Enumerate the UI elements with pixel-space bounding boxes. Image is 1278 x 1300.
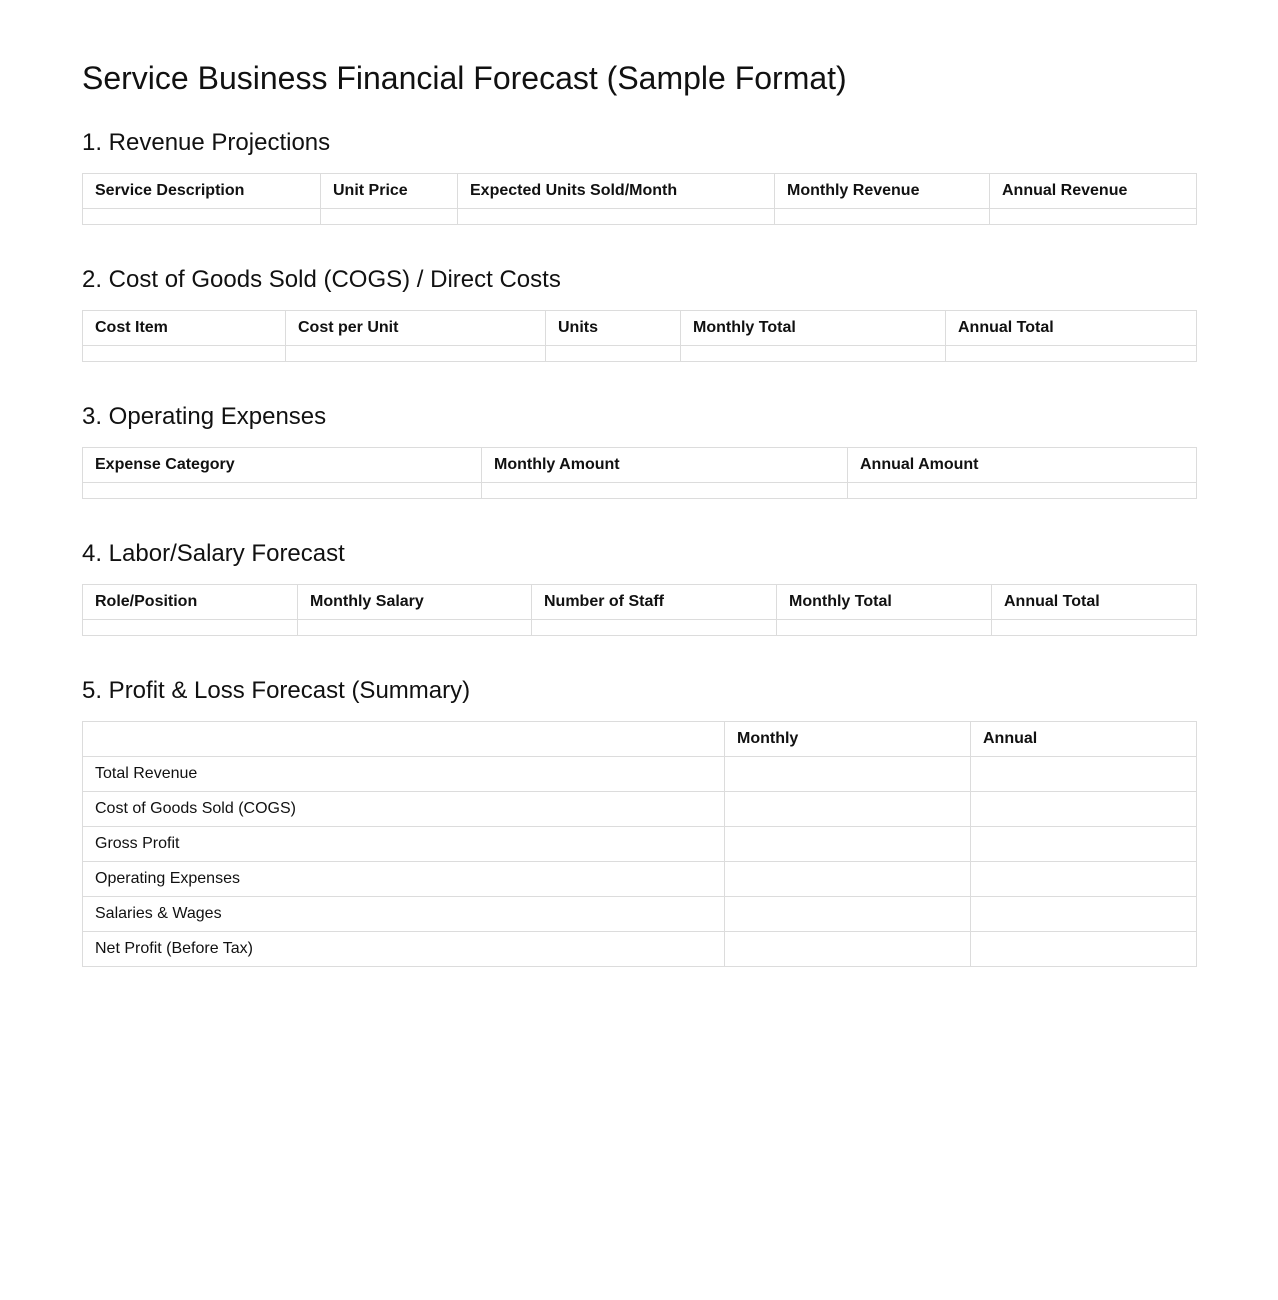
cogs-table	[82, 310, 1197, 362]
opex-header-annual-amount: Annual Amount	[848, 448, 1197, 483]
revenue-header-monthly-revenue: Monthly Revenue	[775, 174, 990, 209]
table-cell[interactable]	[777, 620, 992, 636]
table-cell[interactable]	[971, 827, 1197, 862]
labor-section-title: 4. Labor/Salary Forecast	[82, 540, 345, 567]
pl-table	[82, 721, 1197, 967]
pl-header-label	[83, 722, 725, 757]
table-row	[83, 346, 1197, 362]
opex-section-title: 3. Operating Expenses	[82, 403, 327, 430]
table-cell[interactable]	[775, 209, 990, 225]
table-cell[interactable]	[971, 757, 1197, 792]
labor-header-annual-total: Annual Total	[992, 585, 1197, 620]
pl-row-label-salaries-wages: Salaries & Wages	[83, 897, 725, 932]
table-row	[83, 483, 1197, 499]
table-cell[interactable]	[458, 209, 775, 225]
labor-header-role-position: Role/Position	[83, 585, 298, 620]
table-row	[83, 827, 1197, 862]
table-row	[83, 209, 1197, 225]
table-cell[interactable]	[971, 932, 1197, 967]
cogs-header-annual-total: Annual Total	[946, 311, 1197, 346]
pl-header-monthly: Monthly	[725, 722, 971, 757]
table-cell[interactable]	[992, 620, 1197, 636]
labor-header-monthly-salary: Monthly Salary	[298, 585, 532, 620]
cogs-header-cost-item: Cost Item	[83, 311, 286, 346]
opex-header-row	[83, 448, 1197, 483]
table-cell[interactable]	[725, 862, 971, 897]
cogs-header-cost-per-unit: Cost per Unit	[286, 311, 546, 346]
table-cell[interactable]	[83, 620, 298, 636]
table-cell[interactable]	[83, 209, 321, 225]
pl-header-row	[83, 722, 1197, 757]
labor-header-monthly-total: Monthly Total	[777, 585, 992, 620]
cogs-header-units: Units	[546, 311, 681, 346]
table-row	[83, 862, 1197, 897]
table-cell[interactable]	[725, 897, 971, 932]
table-cell[interactable]	[725, 827, 971, 862]
table-row	[83, 792, 1197, 827]
table-cell[interactable]	[971, 862, 1197, 897]
table-row	[83, 932, 1197, 967]
revenue-header-row	[83, 174, 1197, 209]
table-cell[interactable]	[482, 483, 848, 499]
pl-row-label-total-revenue: Total Revenue	[83, 757, 725, 792]
labor-header-row	[83, 585, 1197, 620]
cogs-header-monthly-total: Monthly Total	[681, 311, 946, 346]
revenue-section-title: 1. Revenue Projections	[82, 129, 331, 156]
pl-row-label-cogs: Cost of Goods Sold (COGS)	[83, 792, 725, 827]
table-cell[interactable]	[848, 483, 1197, 499]
opex-header-monthly-amount: Monthly Amount	[482, 448, 848, 483]
revenue-header-annual-revenue: Annual Revenue	[990, 174, 1197, 209]
table-cell[interactable]	[321, 209, 458, 225]
opex-table	[82, 447, 1197, 499]
table-cell[interactable]	[298, 620, 532, 636]
labor-table	[82, 584, 1197, 636]
pl-section-title: 5. Profit & Loss Forecast (Summary)	[82, 677, 471, 704]
labor-header-number-of-staff: Number of Staff	[532, 585, 777, 620]
table-cell[interactable]	[725, 757, 971, 792]
table-cell[interactable]	[681, 346, 946, 362]
table-cell[interactable]	[532, 620, 777, 636]
table-row	[83, 620, 1197, 636]
pl-header-annual: Annual	[971, 722, 1197, 757]
table-cell[interactable]	[725, 792, 971, 827]
table-row	[83, 897, 1197, 932]
table-cell[interactable]	[946, 346, 1197, 362]
revenue-table	[82, 173, 1197, 225]
pl-row-label-operating-expenses: Operating Expenses	[83, 862, 725, 897]
cogs-header-row	[83, 311, 1197, 346]
table-cell[interactable]	[971, 792, 1197, 827]
revenue-header-service-description: Service Description	[83, 174, 321, 209]
table-row	[83, 757, 1197, 792]
table-cell[interactable]	[83, 346, 286, 362]
pl-row-label-net-profit: Net Profit (Before Tax)	[83, 932, 725, 967]
revenue-header-unit-price: Unit Price	[321, 174, 458, 209]
document-title: Service Business Financial Forecast (Sample Format)	[82, 60, 847, 96]
table-cell[interactable]	[83, 483, 482, 499]
table-cell[interactable]	[971, 897, 1197, 932]
pl-row-label-gross-profit: Gross Profit	[83, 827, 725, 862]
table-cell[interactable]	[546, 346, 681, 362]
cogs-section-title: 2. Cost of Goods Sold (COGS) / Direct Costs	[82, 266, 561, 293]
revenue-header-expected-units: Expected Units Sold/Month	[458, 174, 775, 209]
table-cell[interactable]	[725, 932, 971, 967]
opex-header-expense-category: Expense Category	[83, 448, 482, 483]
table-cell[interactable]	[286, 346, 546, 362]
table-cell[interactable]	[990, 209, 1197, 225]
document	[82, 56, 1196, 957]
